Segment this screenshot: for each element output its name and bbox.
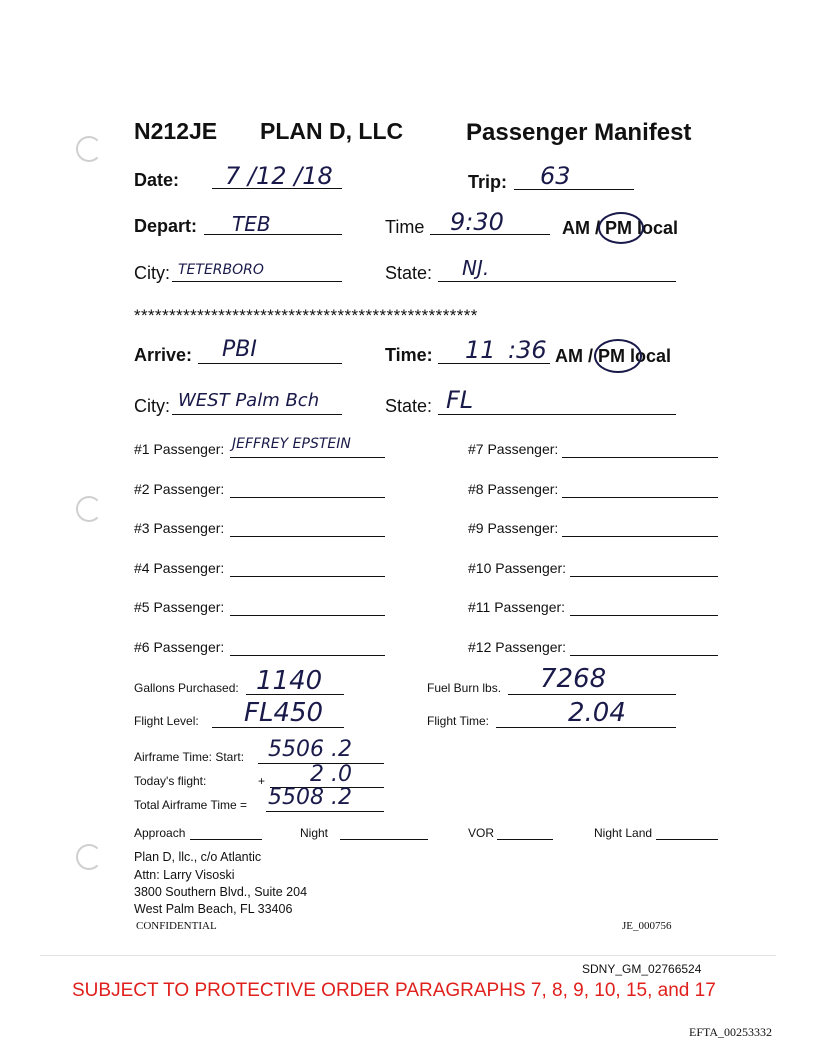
arrive-city-value: WEST Palm Bch [178, 390, 320, 411]
arrive-time-hour: 11 [465, 336, 496, 364]
passenger-9-line [562, 536, 718, 537]
passenger-12-line [570, 655, 718, 656]
arrive-line [198, 363, 342, 364]
passenger-1-value: JEFFREY EPSTEIN [232, 436, 351, 452]
today-flight-value: 2 .0 [310, 762, 352, 787]
address-line-1: Plan D, llc., c/o Atlantic [134, 850, 262, 864]
passenger-11-label: #11 Passenger: [468, 599, 566, 615]
arrive-value: PBI [222, 337, 257, 362]
address-line-4: West Palm Beach, FL 33406 [134, 902, 293, 916]
city-label: City: [134, 263, 170, 283]
depart-state-value: NJ. [462, 256, 490, 280]
passenger-9-label: #9 Passenger: [468, 520, 559, 536]
punch-hole-middle [76, 496, 102, 522]
passenger-5-line [230, 615, 385, 616]
arrive-city-line [172, 414, 342, 415]
passenger-6-line [230, 655, 385, 656]
star-divider: ************************************************* [134, 306, 478, 325]
passenger-7-label: #7 Passenger: [468, 441, 559, 457]
ampm-local-2: AM / PM local [555, 346, 672, 366]
depart-line [204, 234, 342, 235]
trip-line [514, 189, 634, 190]
sdny-bates-number: SDNY_GM_02766524 [582, 962, 702, 976]
arrive-time-min: :36 [508, 336, 547, 364]
depart-city-value: TETERBORO [178, 262, 264, 278]
fuel-line [508, 694, 676, 695]
vor-line [497, 839, 553, 840]
confidential-stamp: CONFIDENTIAL [136, 920, 217, 932]
ampm-local-1: AM / PM local [562, 218, 679, 238]
passenger-2-label: #2 Passenger: [134, 481, 225, 497]
fuel-label: Fuel Burn lbs. [427, 681, 502, 695]
time-label: Time [385, 217, 425, 237]
protective-order-notice: SUBJECT TO PROTECTIVE ORDER PARAGRAPHS 7, 8, 9, 10, 15, and 17 [72, 980, 716, 1001]
date-value: 7 /12 /18 [225, 162, 333, 190]
je-bates-number: JE_000756 [622, 920, 672, 932]
arrive-state-line [438, 414, 676, 415]
flight-time-value: 2.04 [568, 698, 626, 728]
passenger-8-line [562, 497, 718, 498]
depart-label: Depart: [134, 216, 198, 236]
vor-label: VOR [468, 826, 495, 840]
passenger-3-label: #3 Passenger: [134, 520, 225, 536]
punch-hole-top [76, 136, 102, 162]
approach-line [190, 839, 262, 840]
arrive-label: Arrive: [134, 345, 193, 365]
address-line-3: 3800 Southern Blvd., Suite 204 [134, 885, 308, 899]
passenger-3-line [230, 536, 385, 537]
flight-time-label: Flight Time: [427, 714, 490, 728]
approach-label: Approach [134, 826, 186, 840]
depart-value: TEB [232, 212, 271, 236]
state-label: State: [385, 263, 433, 283]
state-line [438, 281, 676, 282]
airframe-start-label: Airframe Time: Start: [134, 750, 245, 764]
page-title: Passenger Manifest [466, 119, 692, 146]
depart-time-value: 9:30 [450, 208, 504, 236]
passenger-11-line [570, 615, 718, 616]
night-line [340, 839, 428, 840]
passenger-10-label: #10 Passenger: [468, 560, 567, 576]
punch-hole-bottom [76, 844, 102, 870]
gallons-label: Gallons Purchased: [134, 681, 239, 695]
flight-level-label: Flight Level: [134, 714, 199, 728]
flight-level-value: FL450 [244, 698, 324, 728]
gallons-value: 1140 [256, 666, 323, 696]
passenger-5-label: #5 Passenger: [134, 599, 225, 615]
total-airframe-line [266, 811, 384, 812]
pm-circle-2 [594, 339, 642, 373]
night-label: Night [300, 826, 329, 840]
city-line [172, 281, 342, 282]
scan-separator [40, 955, 776, 956]
passenger-4-label: #4 Passenger: [134, 560, 225, 576]
pm-circle-1 [598, 212, 644, 244]
today-plus: + [258, 774, 266, 788]
trip-value: 63 [540, 162, 571, 190]
total-airframe-label: Total Airframe Time = [134, 798, 248, 812]
passenger-1-label: #1 Passenger: [134, 441, 225, 457]
passenger-12-label: #12 Passenger: [468, 639, 567, 655]
arrive-state-label: State: [385, 396, 433, 416]
airframe-start-value: 5506 .2 [268, 737, 352, 762]
arrive-state-value: FL [446, 386, 474, 414]
passenger-7-line [562, 457, 718, 458]
passenger-1-line [230, 457, 385, 458]
arrive-time-label: Time: [385, 345, 433, 365]
efta-number: EFTA_00253332 [689, 1025, 773, 1039]
passenger-10-line [570, 576, 718, 577]
fuel-value: 7268 [540, 664, 607, 694]
passenger-8-label: #8 Passenger: [468, 481, 559, 497]
passenger-2-line [230, 497, 385, 498]
passenger-4-line [230, 576, 385, 577]
tail-number: N212JE [134, 118, 218, 144]
night-land-line [656, 839, 718, 840]
trip-label: Trip: [468, 172, 507, 192]
total-airframe-value: 5508 .2 [268, 785, 352, 810]
passenger-6-label: #6 Passenger: [134, 639, 225, 655]
arrive-city-label: City: [134, 396, 170, 416]
today-flight-label: Today's flight: [134, 774, 207, 788]
company-name: PLAN D, LLC [260, 118, 404, 144]
night-land-label: Night Land [594, 826, 653, 840]
address-line-2: Attn: Larry Visoski [134, 868, 235, 882]
date-label: Date: [134, 170, 180, 190]
